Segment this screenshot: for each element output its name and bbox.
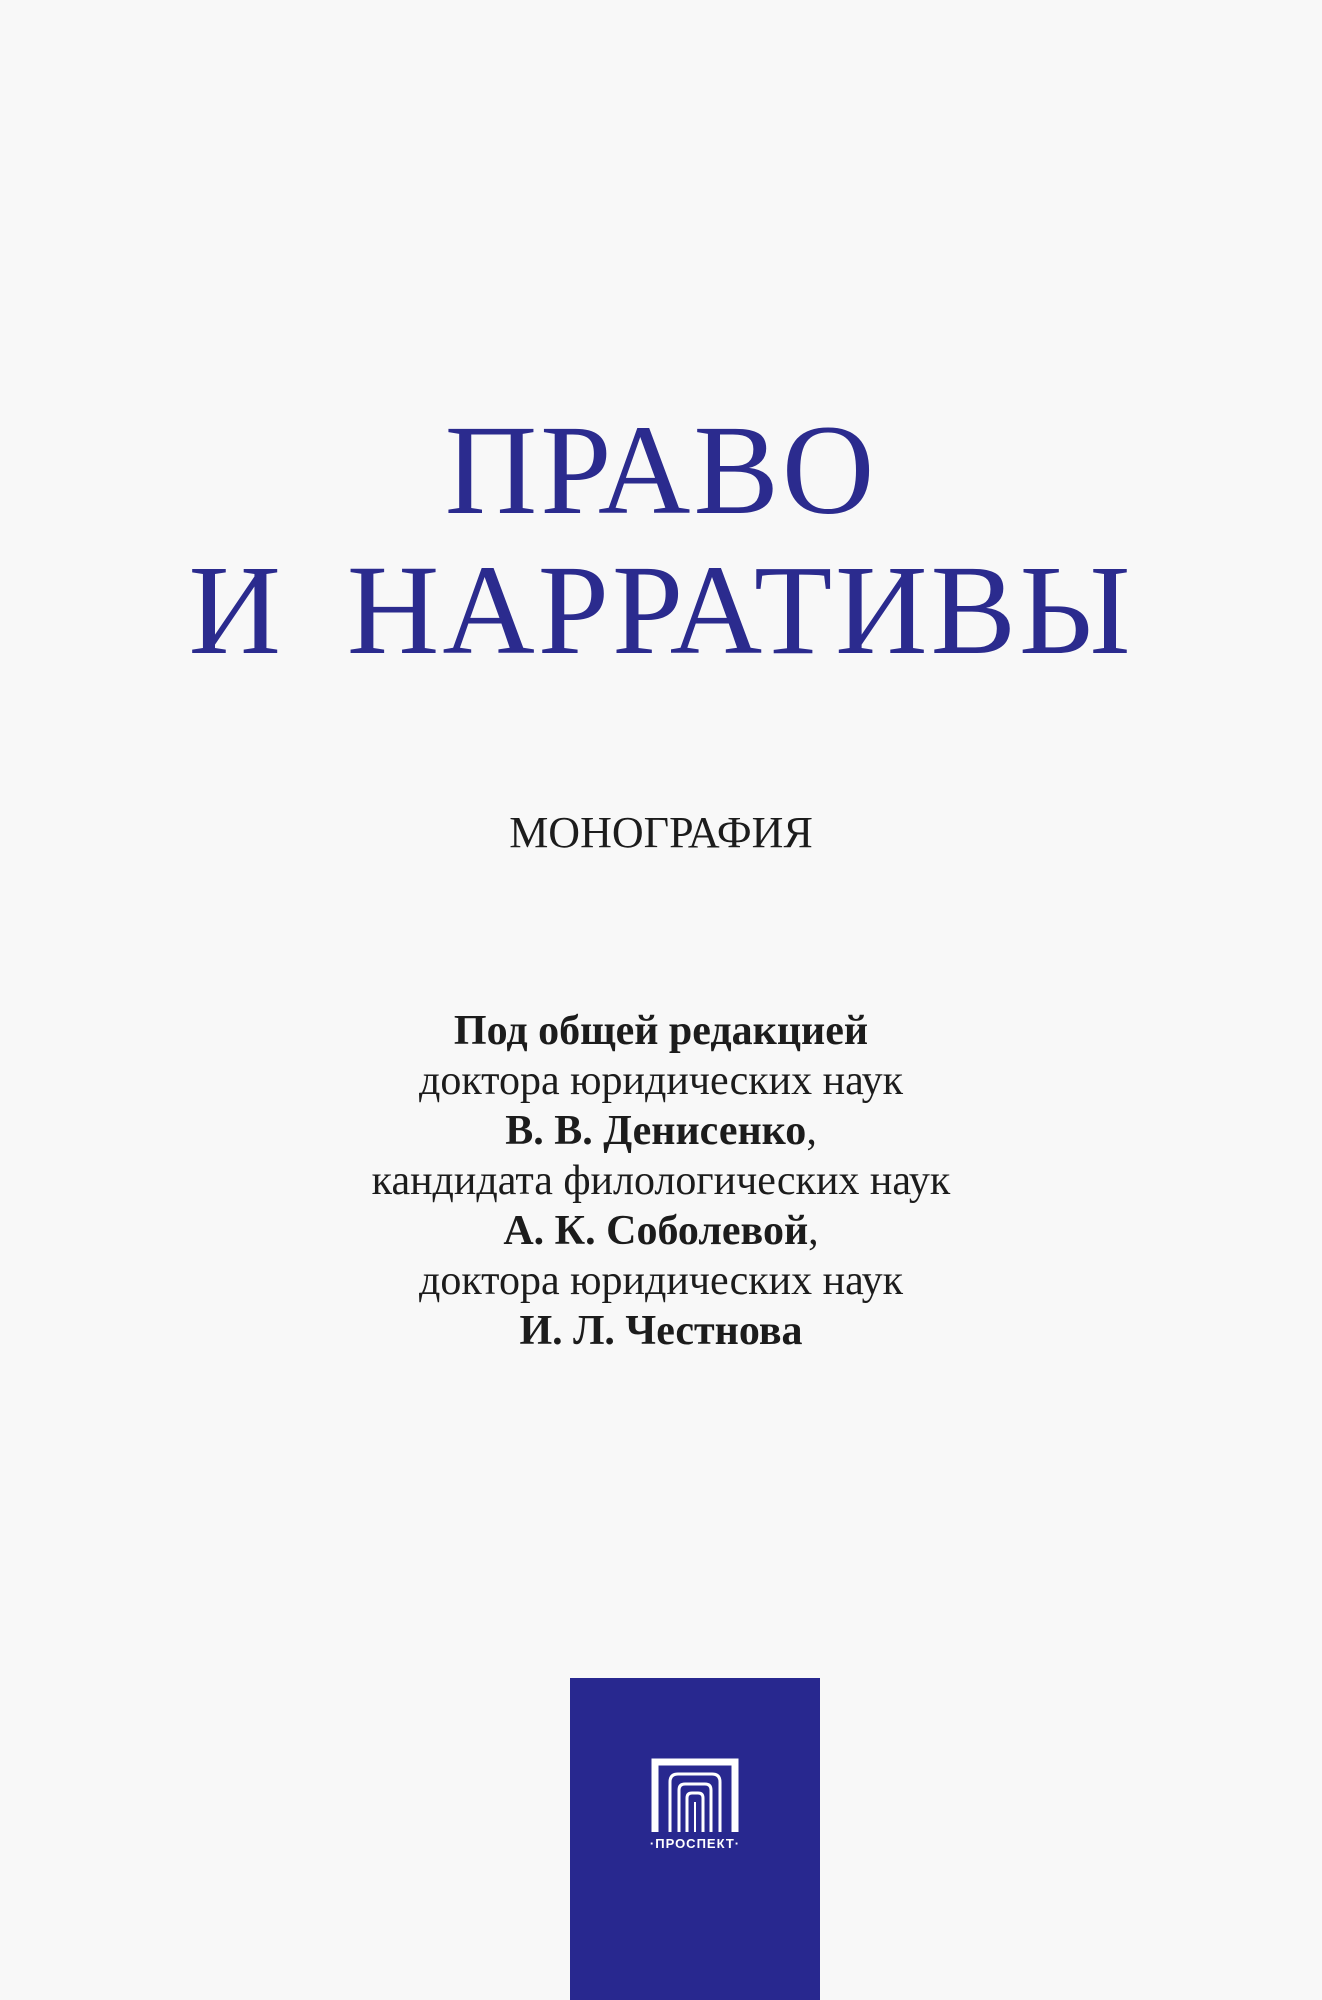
editors-block [0,1006,1322,1356]
editors-heading: Под общей редакцией [453,1008,869,1054]
editor-3-name: И. Л. Честнова [519,1308,803,1354]
publisher-logo-block [570,1678,820,2000]
book-title-line-2: И НАРРАТИВЫ [188,539,1134,681]
book-title-line-1: ПРАВО [444,399,878,541]
editor-1-name-text: В. В. Денисенко [505,1108,807,1154]
book-title [0,400,1322,680]
book-genre: МОНОГРАФИЯ [509,808,813,857]
editor-1-degree: доктора юридических наук [418,1058,904,1104]
publisher-name: ·ПРОСПЕКТ· [649,1836,741,1851]
portal-arch-icon [650,1756,740,1832]
editor-2-degree: кандидата филологических наук [371,1158,951,1204]
editor-2-name-text: А. К. Соболевой [503,1208,809,1254]
editor-2-name: А. К. Соболевой, [503,1208,819,1254]
editor-3-degree: доктора юридических наук [418,1258,904,1304]
editor-1-name: В. В. Денисенко, [505,1108,817,1154]
